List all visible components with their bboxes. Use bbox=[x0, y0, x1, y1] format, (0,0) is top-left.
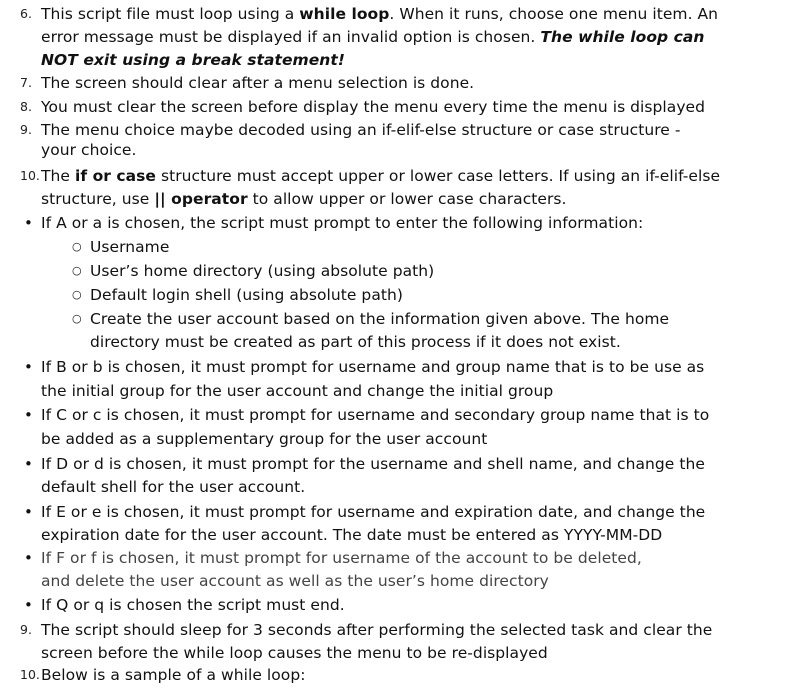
sub-bullet-create: Create the user account based on the information given above. The home bbox=[90, 310, 670, 328]
bullet-c-line-2: be added as a supplementary group for the user account bbox=[41, 430, 488, 448]
bullet-icon: • bbox=[24, 596, 33, 614]
bullet-b-line-1: If B or b is chosen, it must prompt for username and group name that is to be use as bbox=[41, 358, 705, 376]
item-number: 8. bbox=[20, 99, 32, 114]
item-number: 9. bbox=[20, 622, 32, 637]
item-9b-line-2: screen before the while loop causes the menu to be re-displayed bbox=[41, 644, 548, 662]
item-number: 10. bbox=[20, 667, 40, 682]
bullet-f-line-1: If F or f is chosen, it must prompt for username of the account to be deleted, bbox=[41, 549, 642, 567]
circle-bullet-icon: ○ bbox=[72, 264, 82, 277]
emphasis-text: NOT exit using a break statement! bbox=[41, 51, 345, 69]
item-6-line-2 bbox=[41, 27, 704, 47]
text: error message must be displayed if an invalid option is chosen. bbox=[41, 28, 541, 46]
item-10-line-2 bbox=[41, 189, 567, 209]
item-6-line-3 bbox=[41, 50, 345, 70]
bullet-d-line-2: default shell for the user account. bbox=[41, 478, 306, 496]
bullet-c-line-1: If C or c is chosen, it must prompt for username and secondary group name that is to bbox=[41, 406, 710, 424]
sub-bullet-username: Username bbox=[90, 238, 170, 256]
bullet-q-line: If Q or q is chosen the script must end. bbox=[41, 596, 345, 614]
item-number: 9. bbox=[20, 122, 32, 137]
text: structure must accept upper or lower case letters. If using an if-elif-else bbox=[156, 167, 721, 185]
circle-bullet-icon: ○ bbox=[72, 240, 82, 253]
item-9-line-1: The menu choice maybe decoded using an if-elif-else structure or case structure - bbox=[41, 121, 681, 139]
bullet-icon: • bbox=[24, 358, 33, 376]
sub-bullet-shell: Default login shell (using absolute path) bbox=[90, 286, 403, 304]
item-9-line-2: your choice. bbox=[41, 141, 137, 159]
item-8-line: You must clear the screen before display the menu every time the menu is displayed bbox=[41, 98, 706, 116]
sub-bullet-create-cont: directory must be created as part of this process if it does not exist. bbox=[90, 333, 621, 351]
bullet-icon: • bbox=[24, 503, 33, 521]
circle-bullet-icon: ○ bbox=[72, 288, 82, 301]
bullet-icon: • bbox=[24, 549, 33, 567]
item-10-line-1 bbox=[41, 166, 720, 186]
bullet-e-line-1: If E or e is chosen, it must prompt for username and expiration date, and change the bbox=[41, 503, 706, 521]
emphasis-text: The while loop can bbox=[540, 28, 705, 46]
bullet-f-line-2: and delete the user account as well as the user’s home directory bbox=[41, 572, 549, 590]
item-number: 10. bbox=[20, 168, 40, 183]
text: . When it runs, choose one menu item. An bbox=[389, 5, 719, 23]
item-7-line: The screen should clear after a menu selection is done. bbox=[41, 74, 475, 92]
bullet-a-line: If A or a is chosen, the script must prompt to enter the following information: bbox=[41, 214, 644, 232]
bullet-icon: • bbox=[24, 214, 33, 232]
item-number: 7. bbox=[20, 75, 32, 90]
item-9b-line-1: The script should sleep for 3 seconds after performing the selected task and clear the bbox=[41, 621, 713, 639]
bullet-icon: • bbox=[24, 406, 33, 424]
text: This script file must loop using a bbox=[41, 5, 300, 23]
item-10b-line: Below is a sample of a while loop: bbox=[41, 666, 306, 684]
bullet-icon: • bbox=[24, 455, 33, 473]
while-loop-keyword: while loop bbox=[299, 5, 390, 23]
sub-bullet-home-dir: User’s home directory (using absolute path) bbox=[90, 262, 435, 280]
item-number: 6. bbox=[20, 6, 32, 21]
bullet-e-line-2: expiration date for the user account. The date must be entered as YYYY-MM-DD bbox=[41, 526, 663, 544]
keyword: || operator bbox=[154, 190, 248, 208]
text: to allow upper or lower case characters. bbox=[247, 190, 567, 208]
text: structure, use bbox=[41, 190, 155, 208]
bullet-b-line-2: the initial group for the user account and change the initial group bbox=[41, 382, 554, 400]
item-6-line-1 bbox=[41, 4, 718, 24]
text: The bbox=[41, 167, 75, 185]
circle-bullet-icon: ○ bbox=[72, 312, 82, 325]
keyword: if or case bbox=[74, 167, 156, 185]
bullet-d-line-1: If D or d is chosen, it must prompt for the username and shell name, and change the bbox=[41, 455, 705, 473]
